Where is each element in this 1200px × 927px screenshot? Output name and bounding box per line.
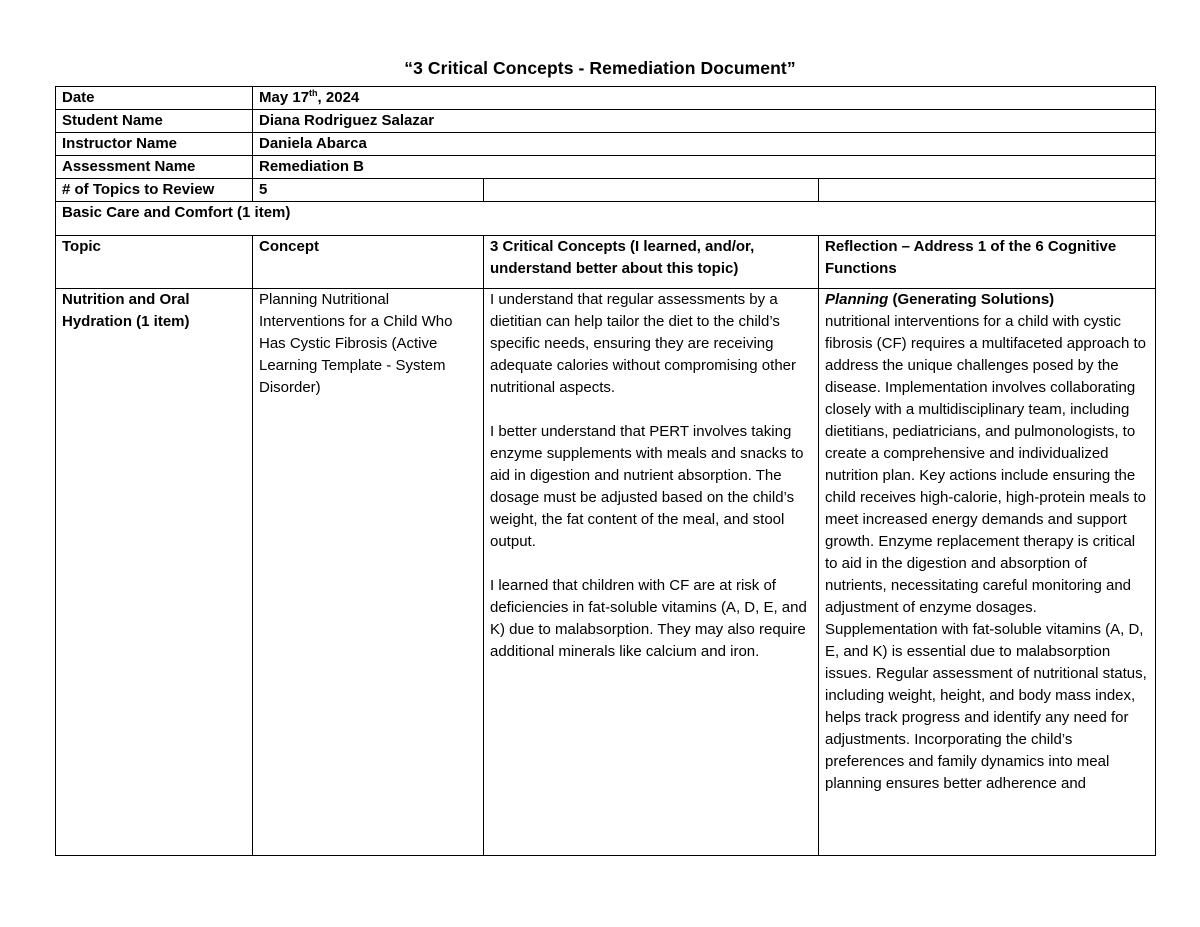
column-header-row [56, 236, 1156, 289]
reflection-function-name: Planning [825, 291, 889, 308]
remediation-table [55, 86, 1156, 856]
empty-cell [819, 179, 1156, 202]
empty-cell [484, 179, 819, 202]
reflection-text: nutritional interventions for a child with cystic fibrosis (CF) requires a multifaceted approach to address the unique challenges posed by the disease. Implementation involves collaborating closely with a multidisciplinary team, including dietitians, pediatricians, and pulmonologists, to create a comprehensive and individualized nutrition plan. Key actions include ensuring the child receives high-calorie, high-protein meals to meet increased energy demands and support growth. Enzyme replacement therapy is critical to aid in the digestion and absorption of nutrients, necessitating careful monitoring and adjustment of enzyme dosages. Supplementation with fat-soluble vitamins (A, D, E, and K) is essential due to malabsorption issues. Regular assessment of nutritional status, including weight, height, and body mass index, helps track progress and identify any need for adjustments. Incorporating the child’s preferences and family dynamics into meal planning ensures better adherence and [825, 313, 1147, 792]
topic-cell: Nutrition and Oral Hydration (1 item) [56, 289, 253, 856]
meta-row-student [56, 110, 1156, 133]
meta-label: Assessment Name [56, 156, 253, 179]
meta-row-instructor [56, 133, 1156, 156]
meta-label: # of Topics to Review [56, 179, 253, 202]
date-year: , 2024 [317, 89, 360, 106]
meta-row-date [56, 87, 1156, 110]
header-topic: Topic [56, 236, 253, 289]
meta-label: Instructor Name [56, 133, 253, 156]
meta-value-date [253, 87, 1156, 110]
section-row [56, 202, 1156, 236]
meta-value-assessment: Remediation B [253, 156, 1156, 179]
reflection-function-label: (Generating Solutions) [888, 291, 1055, 308]
date-ordinal-suffix: th [309, 88, 318, 98]
meta-value-topics: 5 [253, 179, 484, 202]
meta-label: Date [56, 87, 253, 110]
meta-row-topics [56, 179, 1156, 202]
critical-concepts-cell [484, 289, 819, 856]
meta-row-assessment [56, 156, 1156, 179]
meta-value-instructor: Daniela Abarca [253, 133, 1156, 156]
meta-value-student: Diana Rodriguez Salazar [253, 110, 1156, 133]
concept-cell: Planning Nutritional Interventions for a Child Who Has Cystic Fibrosis (Active Learning Template - System Disorder) [253, 289, 484, 856]
reflection-heading [825, 289, 1149, 311]
date-main: May 17 [259, 89, 310, 106]
header-critical-concepts: 3 Critical Concepts (I learned, and/or, understand better about this topic) [484, 236, 819, 289]
document-title: “3 Critical Concepts - Remediation Document” [404, 58, 796, 78]
critical-concept-3: I learned that children with CF are at risk of deficiencies in fat-soluble vitamins (A, D, E, and K) due to malabsorption. They may also require additional minerals like calcium and iron. [490, 577, 807, 660]
header-concept: Concept [253, 236, 484, 289]
reflection-cell [819, 289, 1156, 856]
content-row [56, 289, 1156, 856]
critical-concept-2: I better understand that PERT involves taking enzyme supplements with meals and snacks to aid in digestion and nutrient absorption. The dosage must be adjusted based on the child’s weight, the fat content of the meal, and stool output. [490, 423, 804, 550]
critical-concept-1: I understand that regular assessments by a dietitian can help tailor the diet to the child’s specific needs, ensuring they are receiving adequate calories without compromising other nutritional aspects. [490, 291, 796, 396]
meta-label: Student Name [56, 110, 253, 133]
section-heading: Basic Care and Comfort (1 item) [56, 202, 1156, 236]
header-reflection: Reflection – Address 1 of the 6 Cognitive Functions [819, 236, 1156, 289]
